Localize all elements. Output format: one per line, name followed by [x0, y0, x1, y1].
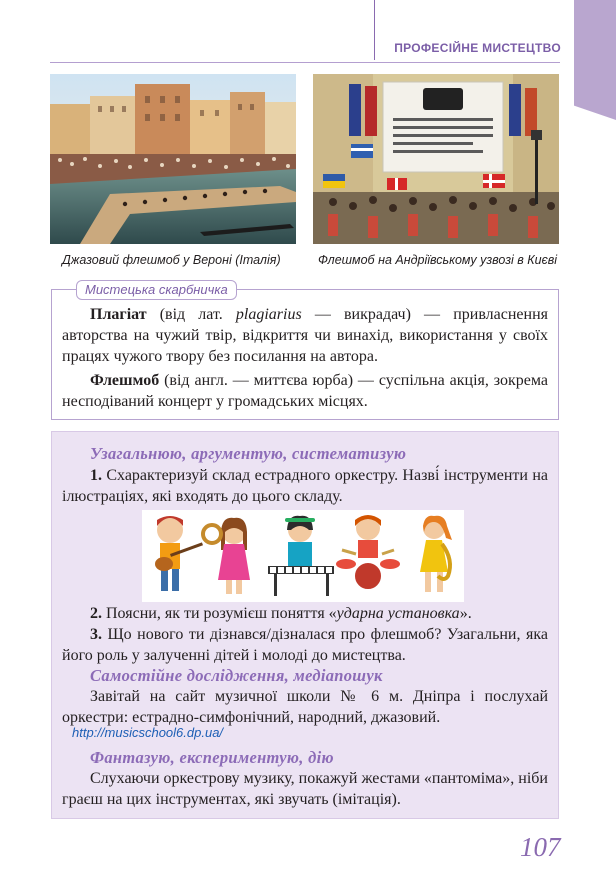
photo-caption-kyiv: Флешмоб на Андріївському узвозі в Києві: [318, 253, 558, 267]
art-treasury-label: Мистецька скарбничка: [76, 280, 237, 300]
task-1: 1. Схарактеризуй склад естрадного оркестру. Назві́ інструменти на ілюстраціях, які входять до цього складу.: [62, 467, 548, 505]
heading-generalize: Узагальнюю, аргументую, систематизую: [90, 444, 407, 463]
header-divider: [374, 0, 375, 60]
research-text: Завітай на сайт музичної школи № 6 м. Дніпра і послухай оркестри: естрадно-симфонічний, народний, джазовий.: [62, 688, 548, 726]
kyiv-photo: [313, 74, 559, 244]
tambourine-girl-figure: [203, 518, 250, 594]
page-number: 107: [520, 832, 561, 862]
saxophone-girl-figure: [420, 516, 452, 592]
fantasy-text: Слухаючи оркестрову музику, покажуй жестами «пантоміма», ніби граєш на цих інструментах, які звучать (імітація).: [62, 770, 548, 808]
term-plagiat: Плагіат: [90, 306, 147, 323]
section-title: ПРОФЕСІЙНЕ МИСТЕЦТВО: [394, 41, 561, 55]
corner-tab-decoration: [574, 0, 616, 120]
latin-word: plagiarius: [235, 306, 302, 323]
guitarist-figure: [155, 516, 203, 591]
verona-photo: [50, 74, 296, 244]
term-drum-kit: ударна установка: [336, 605, 460, 622]
task-3: 3. Що нового ти дізнався/дізналася про флешмоб? Узагальни, яка його роль у залученні дітей і молоді до мистецтва.: [62, 626, 548, 664]
drummer-figure: [336, 515, 400, 590]
photo-caption-verona: Джазовий флешмоб у Вероні (Італія): [62, 253, 281, 267]
heading-research: Самостійне дослідження, медіапошук: [90, 666, 383, 685]
task-2: 2. Поясни, як ти розумієш поняття «ударна установка».: [90, 605, 472, 622]
music-school-link[interactable]: http://musicschool6.dp.ua/: [72, 725, 224, 740]
definition-plagiat: Плагіат (від лат. plagiarius — викрадач) — привласнення авторства на чужий твір, відкриття чи винахід, використання у своїх працях чужого твору без посилання на автора.: [62, 306, 548, 365]
orchestra-illustration: [142, 510, 464, 602]
heading-fantasy: Фантазую, експериментую, дію: [90, 748, 334, 767]
header-rule: [50, 62, 560, 63]
term-flashmob: Флешмоб: [90, 372, 160, 389]
definition-flashmob: Флешмоб (від англ. — миттєва юрба) — суспільна акція, зокрема несподіваний концерт у громадських місцях.: [62, 372, 548, 410]
keyboard-girl-figure: [268, 516, 334, 596]
tasks-box: [51, 431, 559, 819]
art-treasury-box: [51, 282, 559, 420]
